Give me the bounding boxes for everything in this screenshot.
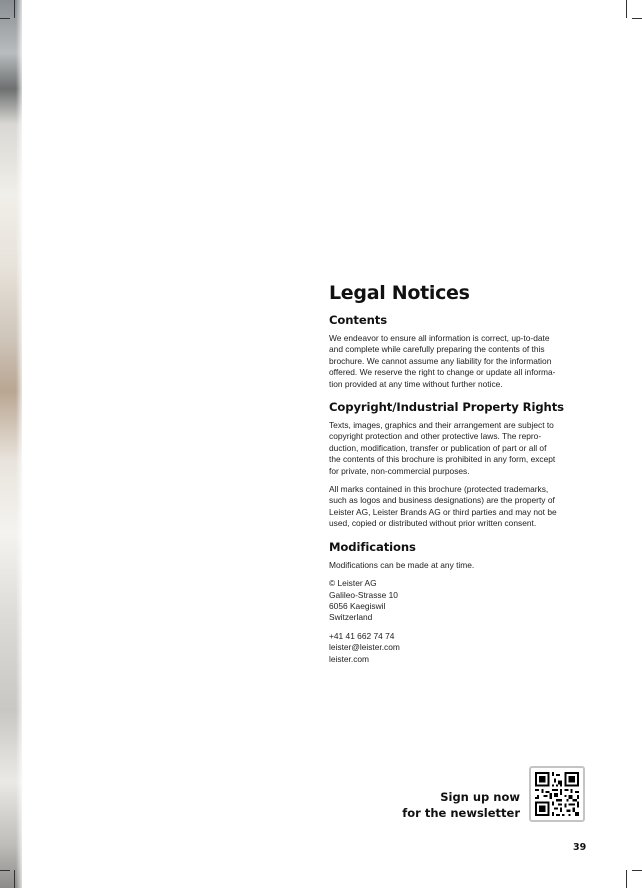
text-line: for private, non-commercial purposes. — [329, 465, 470, 476]
signup-line-1: Sign up now — [440, 790, 520, 804]
section-heading-copyright: Copyright/Industrial Property Rights — [329, 400, 564, 415]
page-number: 39 — [573, 842, 587, 853]
crop-mark — [632, 18, 642, 19]
company-address — [329, 578, 587, 624]
crop-mark — [0, 18, 10, 19]
text-line: copyright protection and other protective laws. The repro- — [329, 431, 542, 442]
newsletter-qr-code[interactable] — [529, 766, 585, 822]
text-line: All marks contained in this brochure (protected trademarks, — [329, 484, 549, 495]
qr-code-icon — [535, 772, 579, 816]
address-line: Switzerland — [329, 612, 373, 623]
legal-notices-content — [329, 282, 587, 672]
website-link[interactable]: leister.com — [329, 653, 370, 664]
phone-number: +41 41 662 74 74 — [329, 630, 395, 641]
page-title: Legal Notices — [329, 282, 470, 304]
text-line: brochure. We cannot assume any liability for the information — [329, 355, 552, 366]
text-line: and complete while carefully preparing the contents of this — [329, 344, 545, 355]
text-line: Leister AG, Leister Brands AG or third parties and may not be — [329, 506, 557, 517]
text-line: tion provided at any time without further notice. — [329, 378, 503, 389]
text-line: used, copied or distributed without prior written consent. — [329, 518, 537, 529]
side-photo-strip — [0, 0, 22, 888]
signup-line-2: for the newsletter — [402, 806, 520, 820]
crop-mark — [632, 870, 642, 871]
section-heading-modifications: Modifications — [329, 539, 416, 554]
text-line: We endeavor to ensure all information is correct, up-to-date — [329, 333, 550, 343]
modifications-text: Modifications can be made at any time. — [329, 559, 475, 570]
address-line: Galileo-Strasse 10 — [329, 589, 398, 600]
text-line: duction, modification, transfer or publication of part or all of — [329, 442, 547, 453]
text-line: offered. We reserve the right to change or update all informa- — [329, 367, 556, 378]
crop-mark — [0, 870, 10, 871]
address-line: 6056 Kaegiswil — [329, 600, 386, 611]
crop-mark — [626, 870, 627, 888]
contact-info — [329, 631, 587, 665]
crop-mark — [14, 0, 15, 18]
text-line: the contents of this brochure is prohibited in any form, except — [329, 454, 556, 465]
crop-mark — [626, 0, 627, 18]
newsletter-signup-text[interactable] — [402, 789, 520, 821]
email-address[interactable]: leister@leister.com — [329, 642, 400, 653]
text-line: Texts, images, graphics and their arrangement are subject to — [329, 420, 554, 431]
contents-paragraph — [329, 333, 587, 390]
section-heading-contents: Contents — [329, 313, 388, 327]
address-line: © Leister AG — [329, 578, 377, 589]
crop-mark — [14, 870, 15, 888]
trademarks-paragraph — [329, 484, 587, 530]
copyright-paragraph — [329, 420, 587, 477]
text-line: such as logos and business designations) are the property of — [329, 495, 555, 506]
